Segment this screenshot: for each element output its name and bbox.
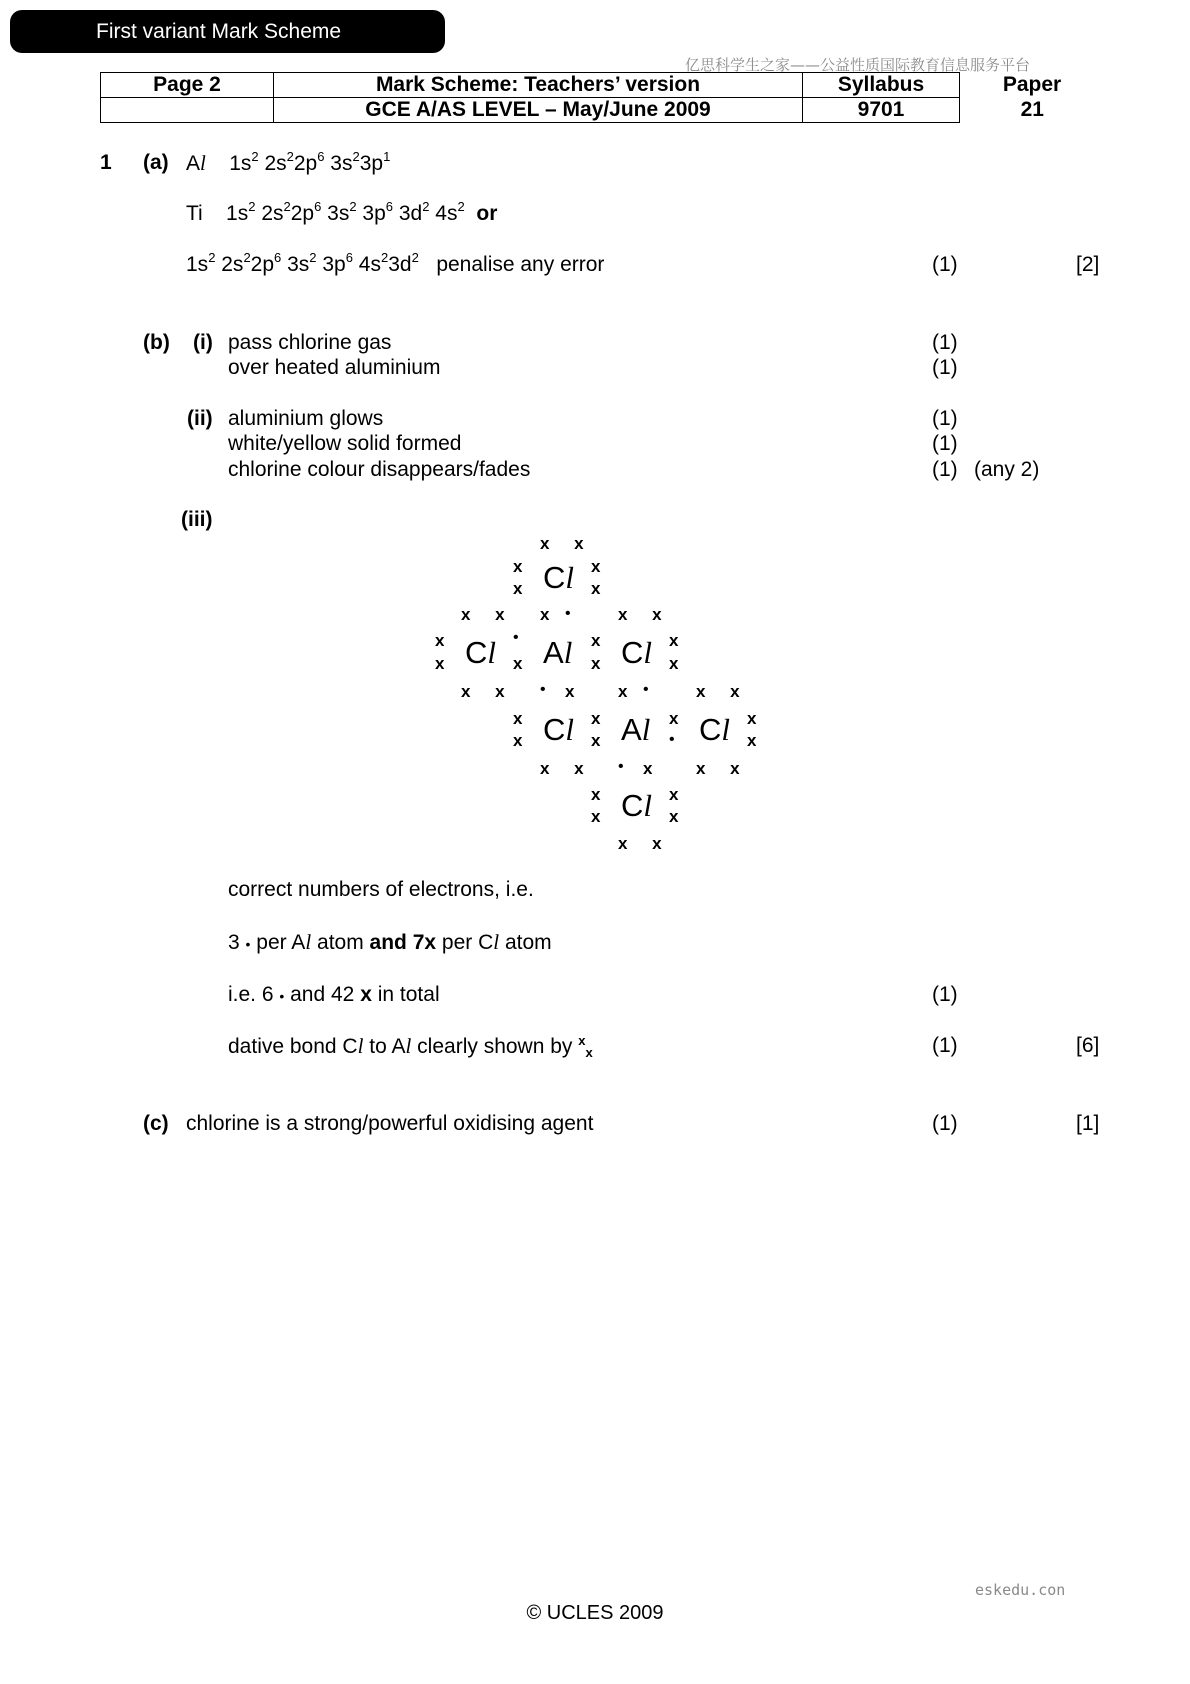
part-b-i-label: (i) xyxy=(193,331,213,354)
part-c-total: [1] xyxy=(1076,1112,1100,1135)
aluminium-atom-top: Al xyxy=(543,635,573,670)
diagram-cross: x xyxy=(435,654,445,673)
diagram-cross: x xyxy=(643,759,653,778)
header-title: Mark Scheme: Teachers’ version xyxy=(274,73,803,98)
header-paper-label: Paper xyxy=(1002,73,1062,96)
part-a-label: (a) xyxy=(143,151,169,174)
diagram-cross-pair: x x xyxy=(696,759,750,778)
header-page: Page 2 xyxy=(101,73,274,98)
part-c-text: chlorine is a strong/powerful oxidising agent xyxy=(186,1112,594,1135)
dative-bond-line: dative bond Cl to Al clearly shown by $^x$x xyxy=(228,1033,593,1060)
diagram-cross-pair: x x xyxy=(696,682,750,701)
ti-config-line: Ti $1s^2$ $2s^22p^6$ $3s^2$ $3p^6$ $3d^2$ $4s^2$ or xyxy=(186,199,498,225)
diagram-cross-pair: x x xyxy=(540,534,594,553)
total-electrons-mark: (1) xyxy=(932,983,958,1006)
diagram-dot: • xyxy=(540,681,546,698)
header-syllabus-label: Syllabus xyxy=(803,73,960,98)
diagram-cross: x xyxy=(591,557,601,576)
diagram-cross: x xyxy=(591,731,601,750)
header-paper-value: 21 xyxy=(1020,98,1044,121)
part-a-mark: (1) xyxy=(932,253,958,276)
part-c-mark: (1) xyxy=(932,1112,958,1135)
diagram-cross: x xyxy=(618,682,628,701)
b-ii-line-1: aluminium glows xyxy=(228,407,384,430)
al-config-line: Al $1s^2$ $2s^22p^6$ $3s^23p^1$ xyxy=(186,149,391,175)
diagram-cross: x xyxy=(747,731,757,750)
footer-site: eskedu.con xyxy=(975,1581,1066,1599)
b-ii-line-3: chlorine colour disappears/fades xyxy=(228,458,531,481)
diagram-dot: • xyxy=(565,605,571,622)
chlorine-atom-right: Cl xyxy=(699,712,731,747)
per-atom-line: 3 • per Al atom and 7x per Cl atom xyxy=(228,930,552,954)
diagram-cross: x xyxy=(591,579,601,598)
dative-bond-mark: (1) xyxy=(932,1034,958,1057)
chlorine-atom-left: Cl xyxy=(465,635,497,670)
diagram-cross: x xyxy=(540,605,550,624)
diagram-cross-pair: x x xyxy=(618,605,672,624)
diagram-cross: x xyxy=(669,785,679,804)
diagram-cross: x xyxy=(435,631,445,650)
diagram-cross: x xyxy=(591,785,601,804)
part-b-total: [6] xyxy=(1076,1034,1100,1057)
diagram-cross: x xyxy=(591,654,601,673)
aluminium-atom-bottom: Al xyxy=(621,712,651,747)
banner-title: First variant Mark Scheme xyxy=(96,20,342,43)
diagram-cross: x xyxy=(591,709,601,728)
b-ii-line-2: white/yellow solid formed xyxy=(228,432,462,455)
diagram-cross: x xyxy=(565,682,575,701)
chlorine-atom-left-bridge: Cl xyxy=(543,712,575,747)
correct-numbers-text: correct numbers of electrons, i.e. xyxy=(228,878,534,901)
part-a-total: [2] xyxy=(1076,253,1100,276)
diagram-dot: • xyxy=(643,681,649,698)
diagram-dot: • xyxy=(513,629,519,646)
b-i-line-2: over heated aluminium xyxy=(228,356,441,379)
banner xyxy=(10,10,445,53)
b-ii-mark-1: (1) xyxy=(932,407,958,430)
b-ii-mark-3: (1) xyxy=(932,458,958,481)
b-ii-mark-2: (1) xyxy=(932,432,958,455)
diagram-cross: x xyxy=(591,807,601,826)
diagram-cross: x xyxy=(513,557,523,576)
diagram-cross: x xyxy=(669,709,679,728)
header-syllabus-value: 9701 xyxy=(803,98,960,123)
copyright: © UCLES 2009 xyxy=(526,1602,664,1624)
part-b-ii-label: (ii) xyxy=(187,407,213,430)
chlorine-atom-bottom: Cl xyxy=(621,788,653,823)
diagram-cross: x xyxy=(513,579,523,598)
chlorine-atom-right-bridge: Cl xyxy=(621,635,653,670)
diagram-cross: x xyxy=(513,731,523,750)
part-b-iii-label: (iii) xyxy=(181,508,213,531)
ti-config-alt-line: $1s^2$ $2s^22p^6$ $3s^2$ $3p^6$ $4s^23d^2$ penalise any error xyxy=(186,250,605,276)
diagram-cross-pair: x x xyxy=(618,834,672,853)
header-table xyxy=(100,72,1105,123)
watermark: 亿思科学生之家——公益性质国际教育信息服务平台 xyxy=(685,56,1031,74)
diagram-cross: x xyxy=(747,709,757,728)
b-ii-note: (any 2) xyxy=(974,458,1040,481)
part-b-label: (b) xyxy=(143,331,170,354)
diagram-dot: • xyxy=(618,758,624,775)
diagram-cross: x xyxy=(669,631,679,650)
diagram-cross: x xyxy=(513,654,523,673)
header-subtitle: GCE A/AS LEVEL – May/June 2009 xyxy=(274,98,803,123)
diagram-cross-pair: x x xyxy=(540,759,594,778)
header-empty-cell xyxy=(101,98,274,123)
diagram-cross: x xyxy=(513,709,523,728)
diagram-cross-pair: x x xyxy=(461,682,515,701)
question-number: 1 xyxy=(100,151,112,174)
diagram-cross-pair: x x xyxy=(461,605,515,624)
diagram-cross: x xyxy=(591,631,601,650)
diagram-dot: • xyxy=(669,731,675,748)
chlorine-atom-top: Cl xyxy=(543,560,575,595)
b-i-line-1: pass chlorine gas xyxy=(228,331,392,354)
part-c-label: (c) xyxy=(143,1112,169,1135)
diagram-cross: x xyxy=(669,807,679,826)
b-i-mark-2: (1) xyxy=(932,356,958,379)
b-i-mark-1: (1) xyxy=(932,331,958,354)
total-electrons-line: i.e. 6 • and 42 x in total xyxy=(228,983,440,1006)
diagram-cross: x xyxy=(669,654,679,673)
